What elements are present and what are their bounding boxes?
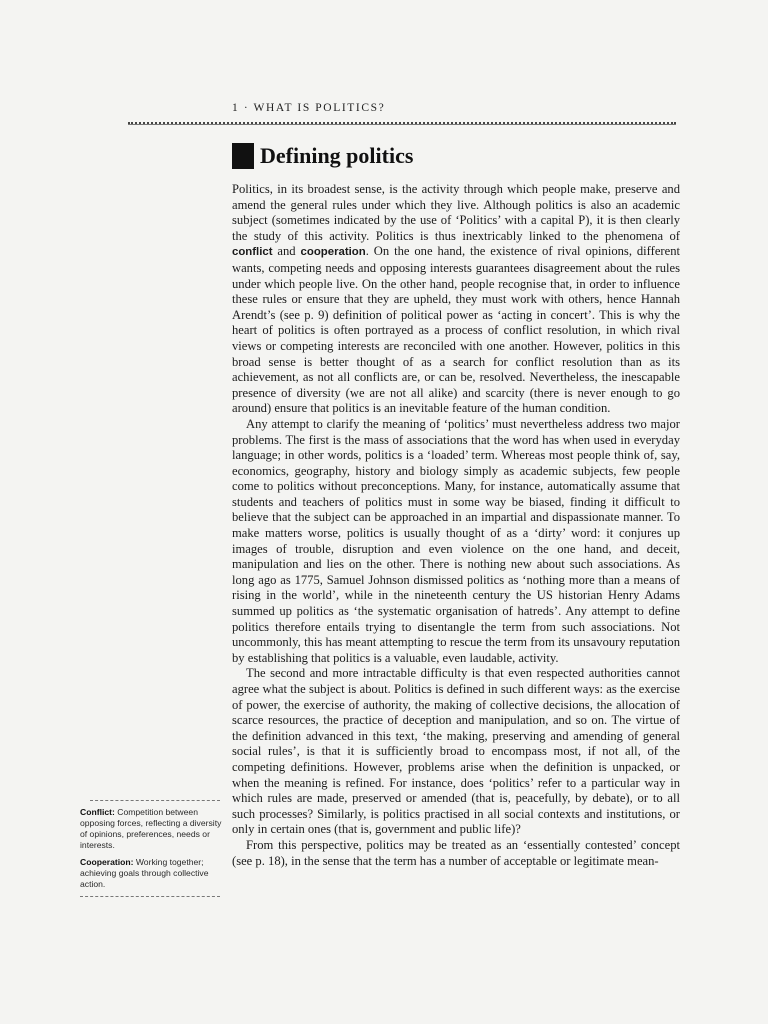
running-head: 1 · WHAT IS POLITICS? [232, 102, 386, 114]
paragraph-text: The second and more intractable difficulty is that even respected authorities cannot agree what the subject is about. Politics is defined in such different ways: as the exercise of power, the exercise of authority, the making of collective decisions, the allocation of scarce resources, the practice of deception and manipulation, and so on. The virtue of the definition advanced in this text, ‘the making, preserving and amending of general social rules’, is that it is sufficiently broad to encompass most, if not all, of the competing definitions. However, problems arise when the definition is unpacked, or when the meaning is refined. For instance, does ‘politics’ refer to a particular way in which rules are made, preserved or amended (that is, peacefully, by debate), or to all such processes? Similarly, is politics practised in all social contexts and institutions, or only in certain ones (that is, government and public life)? [232, 666, 680, 837]
paragraph-text: . On the one hand, the existence of rival opinions, different wants, competing needs and opposing interests guarantees disagreement about the rules under which people live. On the other hand, people recognise that, in order to influence these rules or ensure that they are upheld, they must work with others, hence Hannah Arendt’s (see p. 9) definition of political power as ‘acting in concert’. This is why the heart of politics is often portrayed as a process of conflict resolution, in which rival views or competing interests are reconciled with one another. However, politics in this broad sense is better thought of as a search for conflict resolution than as its achievement, as not all conflicts are, or can be, resolved. Nevertheless, the inescapable presence of diversity (we are not all alike) and scarcity (there is never enough to go around) ensure that politics is an inevitable feature of the human condition. [232, 244, 681, 416]
margin-note-definition: Working together; achieving goals through collective action. [80, 857, 209, 889]
heading-square-icon [232, 143, 254, 169]
paragraph-text: and [272, 244, 301, 259]
paragraph [232, 417, 680, 667]
section-heading [232, 143, 413, 169]
paragraph-text: Any attempt to clarify the meaning of ‘politics’ must nevertheless address two major problems. The first is the mass of associations that the word has when used in everyday language; in other words, politics is a ‘loaded’ term. Whereas most people think of, say, economics, geography, history and biology simply as academic subjects, few people come to politics without preconceptions. Many, for instance, automatically assume that students and teachers of politics must in some way be biased, finding it difficult to believe that the subject can be approached in an impartial and dispassionate manner. To make matters worse, politics is usually thought of as a ‘dirty’ word: it conjures up images of trouble, disruption and even violence on the one hand, and deceit, manipulation and lies on the other. There is nothing new about such associations. As long ago as 1775, Samuel Johnson dismissed politics as ‘nothing more than a means of rising in the world’, while in the nineteenth century the US historian Henry Adams summed up politics as ‘the systematic organisation of hatreds’. Any attempt to define politics therefore entails trying to disentangle the term from such associations. Not uncommonly, this has meant attempting to rescue the term from its unsavoury reputation by establishing that politics is a valuable, even laudable, activity. [232, 416, 680, 665]
margin-note [80, 807, 226, 851]
paragraph-text: From this perspective, politics may be treated as an ‘essentially contested’ concept (see p. 18), in the sense that the term has a number of acceptable or legitimate mean- [232, 837, 680, 868]
body-text [232, 182, 680, 869]
margin-note [80, 857, 226, 890]
margin-rule-top [90, 800, 220, 801]
margin-notes [80, 800, 226, 897]
paragraph-text: Politics, in its broadest sense, is the activity through which people make, preserve and amend the general rules under which they live. Although politics is also an academic subject (sometimes indicated by the use of ‘Politics’ with a capital P), it is then clearly the study of this activity. Politics is thus inextricably linked to the phenomena of [232, 182, 680, 243]
heading-title: Defining politics [260, 143, 414, 168]
margin-note-term: Cooperation: [80, 857, 134, 867]
paragraph [232, 182, 680, 417]
paragraph [232, 838, 680, 869]
margin-note-definition: Competition between opposing forces, reflecting a diversity of opinions, preferences, needs or interests. [80, 807, 222, 850]
header-rule-line [128, 124, 676, 125]
margin-note-term: Conflict: [80, 807, 115, 817]
margin-rule-bottom [80, 896, 220, 897]
margin-notes-list [80, 807, 226, 890]
key-term: conflict [232, 246, 273, 259]
key-term: cooperation [300, 246, 366, 259]
paragraph [232, 666, 680, 838]
